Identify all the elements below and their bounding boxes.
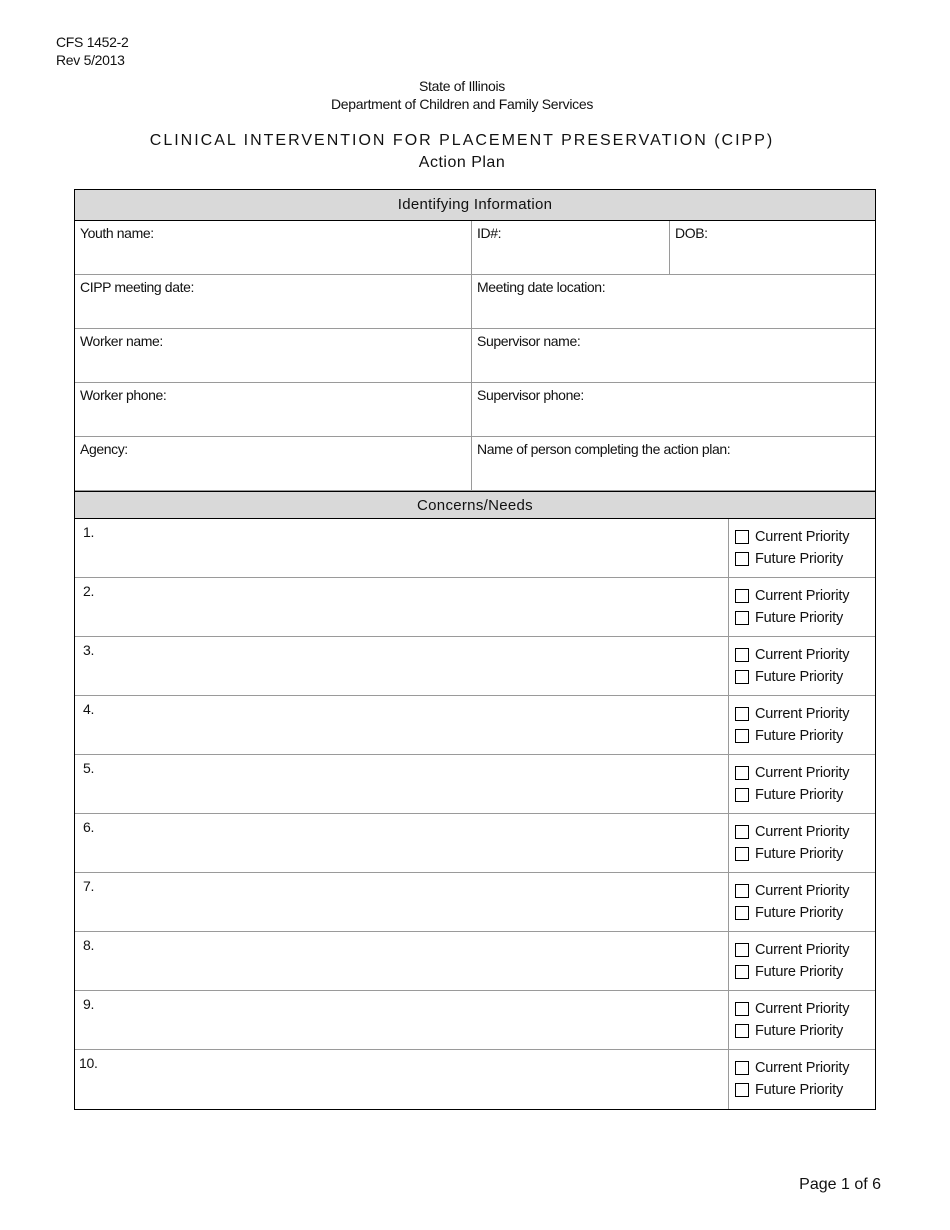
current-priority-checkbox[interactable]: [735, 943, 749, 957]
current-priority-option: [735, 585, 875, 607]
concern-text-field[interactable]: [75, 578, 728, 636]
concern-text-field[interactable]: [75, 637, 728, 695]
future-priority-label: Future Priority: [755, 551, 844, 567]
meeting-location-field[interactable]: Meeting date location:: [471, 275, 875, 328]
current-priority-checkbox[interactable]: [735, 1002, 749, 1016]
future-priority-option: [735, 784, 875, 806]
future-priority-option: [735, 666, 875, 688]
future-priority-checkbox[interactable]: [735, 611, 749, 625]
concern-number: 9.: [83, 996, 95, 1012]
current-priority-checkbox[interactable]: [735, 648, 749, 662]
concern-number: 8.: [83, 937, 95, 953]
supervisor-name-field[interactable]: Supervisor name:: [471, 329, 875, 382]
form-revision: Rev 5/2013: [56, 52, 125, 68]
concern-number: 1.: [83, 524, 95, 540]
identifying-info-header: Identifying Information: [75, 190, 875, 221]
concerns-list: [75, 519, 875, 1109]
priority-options: [728, 814, 875, 872]
current-priority-label: Current Priority: [755, 942, 850, 958]
document-subtitle: Action Plan: [418, 154, 506, 171]
future-priority-option: [735, 725, 875, 747]
future-priority-checkbox[interactable]: [735, 670, 749, 684]
concern-number: 10.: [79, 1055, 98, 1071]
concern-row: [75, 873, 875, 932]
current-priority-option: [735, 703, 875, 725]
department-name: Department of Children and Family Services: [330, 96, 594, 112]
current-priority-option: [735, 998, 875, 1020]
current-priority-option: [735, 1057, 875, 1079]
future-priority-label: Future Priority: [755, 787, 844, 803]
future-priority-label: Future Priority: [755, 669, 844, 685]
identifying-row: [75, 383, 875, 437]
concern-number: 6.: [83, 819, 95, 835]
future-priority-label: Future Priority: [755, 964, 844, 980]
concern-number: 2.: [83, 583, 95, 599]
concern-text-field[interactable]: [75, 1050, 728, 1109]
concern-row: [75, 991, 875, 1050]
concern-row: [75, 637, 875, 696]
form-identifier: [56, 33, 128, 69]
current-priority-option: [735, 821, 875, 843]
concern-row: [75, 696, 875, 755]
priority-options: [728, 755, 875, 813]
future-priority-checkbox[interactable]: [735, 552, 749, 566]
future-priority-option: [735, 1020, 875, 1042]
current-priority-label: Current Priority: [755, 824, 850, 840]
current-priority-label: Current Priority: [755, 706, 850, 722]
concern-row: [75, 755, 875, 814]
priority-options: [728, 696, 875, 754]
future-priority-label: Future Priority: [755, 1082, 844, 1098]
priority-options: [728, 873, 875, 931]
current-priority-label: Current Priority: [755, 1001, 850, 1017]
concern-text-field[interactable]: [75, 519, 728, 577]
future-priority-option: [735, 1079, 875, 1101]
current-priority-option: [735, 762, 875, 784]
concern-number: 3.: [83, 642, 95, 658]
future-priority-checkbox[interactable]: [735, 729, 749, 743]
concern-row: [75, 578, 875, 637]
current-priority-checkbox[interactable]: [735, 707, 749, 721]
id-number-field[interactable]: ID#:: [471, 221, 669, 274]
future-priority-checkbox[interactable]: [735, 1024, 749, 1038]
worker-name-field[interactable]: Worker name:: [80, 333, 163, 349]
priority-options: [728, 519, 875, 577]
concern-number: 4.: [83, 701, 95, 717]
current-priority-label: Current Priority: [755, 529, 850, 545]
completer-name-field[interactable]: Name of person completing the action plan:: [471, 437, 875, 490]
identifying-row: [75, 221, 875, 275]
current-priority-checkbox[interactable]: [735, 825, 749, 839]
current-priority-checkbox[interactable]: [735, 1061, 749, 1075]
worker-phone-field[interactable]: Worker phone:: [80, 387, 167, 403]
current-priority-label: Current Priority: [755, 883, 850, 899]
identifying-row: [75, 437, 875, 491]
concern-row: [75, 519, 875, 578]
agency-header: [0, 77, 924, 113]
page-number: Page 1 of 6: [799, 1176, 881, 1193]
concern-text-field[interactable]: [75, 814, 728, 872]
current-priority-checkbox[interactable]: [735, 884, 749, 898]
concern-text-field[interactable]: [75, 991, 728, 1049]
future-priority-label: Future Priority: [755, 905, 844, 921]
future-priority-checkbox[interactable]: [735, 788, 749, 802]
future-priority-option: [735, 843, 875, 865]
future-priority-checkbox[interactable]: [735, 906, 749, 920]
future-priority-label: Future Priority: [755, 1023, 844, 1039]
youth-name-field[interactable]: Youth name:: [80, 225, 154, 241]
future-priority-label: Future Priority: [755, 728, 844, 744]
concerns-needs-header: Concerns/Needs: [75, 491, 875, 519]
concern-row: [75, 814, 875, 873]
meeting-date-field[interactable]: CIPP meeting date:: [80, 279, 194, 295]
priority-options: [728, 637, 875, 695]
current-priority-option: [735, 526, 875, 548]
document-title: CLINICAL INTERVENTION FOR PLACEMENT PRESERVATION (CIPP): [149, 132, 775, 149]
concern-text-field[interactable]: [75, 755, 728, 813]
concern-text-field[interactable]: [75, 696, 728, 754]
current-priority-label: Current Priority: [755, 588, 850, 604]
current-priority-checkbox[interactable]: [735, 530, 749, 544]
identifying-row: [75, 329, 875, 383]
future-priority-option: [735, 607, 875, 629]
agency-field[interactable]: Agency:: [80, 441, 128, 457]
current-priority-checkbox[interactable]: [735, 766, 749, 780]
future-priority-checkbox[interactable]: [735, 965, 749, 979]
concern-text-field[interactable]: [75, 932, 728, 990]
future-priority-option: [735, 902, 875, 924]
priority-options: [728, 991, 875, 1049]
concern-row: [75, 1050, 875, 1109]
current-priority-label: Current Priority: [755, 765, 850, 781]
future-priority-option: [735, 548, 875, 570]
priority-options: [728, 578, 875, 636]
current-priority-checkbox[interactable]: [735, 589, 749, 603]
state-name: State of Illinois: [419, 78, 505, 94]
identifying-row: [75, 275, 875, 329]
current-priority-label: Current Priority: [755, 1060, 850, 1076]
supervisor-phone-field[interactable]: Supervisor phone:: [471, 383, 875, 436]
concern-number: 7.: [83, 878, 95, 894]
form-table: [74, 189, 876, 1110]
future-priority-option: [735, 961, 875, 983]
current-priority-option: [735, 939, 875, 961]
dob-field[interactable]: DOB:: [669, 221, 875, 274]
concern-text-field[interactable]: [75, 873, 728, 931]
concern-row: [75, 932, 875, 991]
future-priority-checkbox[interactable]: [735, 1083, 749, 1097]
current-priority-option: [735, 880, 875, 902]
current-priority-label: Current Priority: [755, 647, 850, 663]
future-priority-checkbox[interactable]: [735, 847, 749, 861]
concern-number: 5.: [83, 760, 95, 776]
form-code: CFS 1452-2: [56, 34, 129, 50]
future-priority-label: Future Priority: [755, 610, 844, 626]
priority-options: [728, 1050, 875, 1109]
future-priority-label: Future Priority: [755, 846, 844, 862]
current-priority-option: [735, 644, 875, 666]
priority-options: [728, 932, 875, 990]
